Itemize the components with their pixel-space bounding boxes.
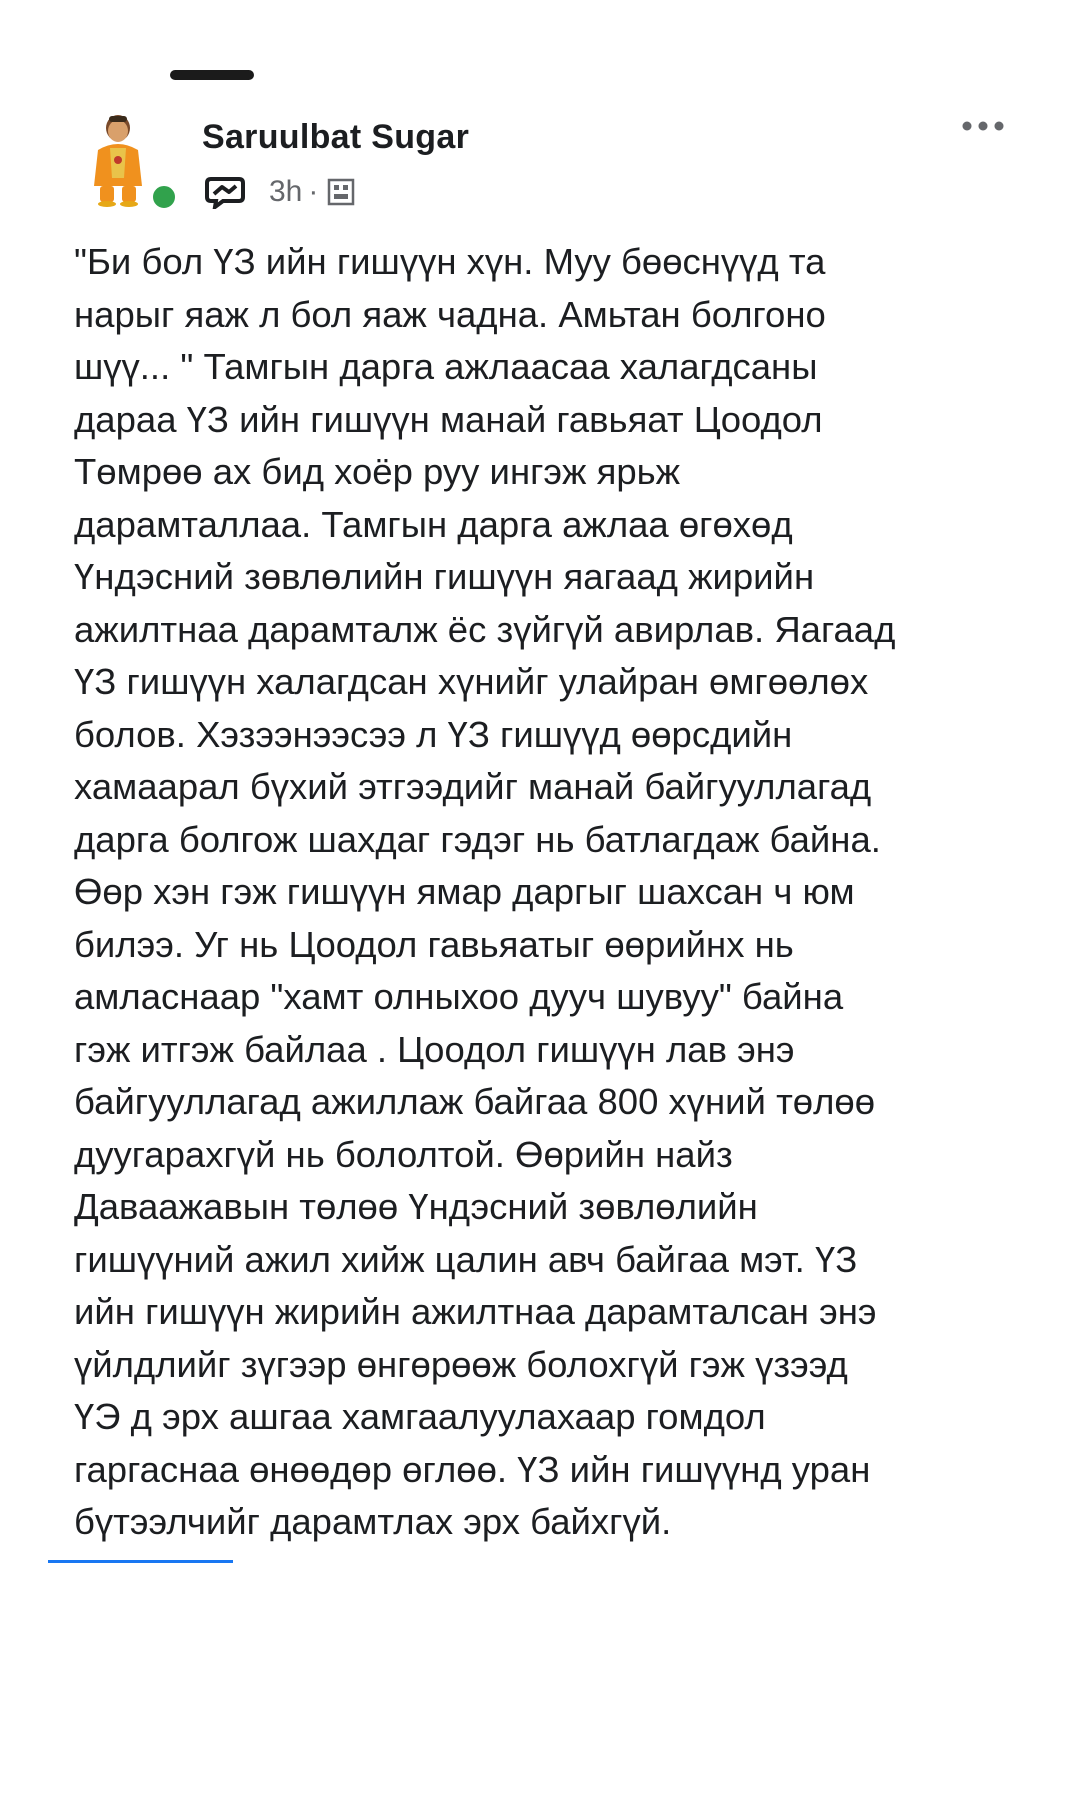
top-handle-bar	[170, 70, 254, 80]
post-body-text: "Би бол ҮЗ ийн гишүүн хүн. Муу бөөснүүд та нарыг яаж л бол яаж чадна. Амьтан болгоно шүү... " Тамгын дарга ажлаасаа халагдсаны дараа ҮЗ ийн гишүүн манай гавьяат Цоодол Төмрөө ах бид хоёр руу ингэж ярьж дарамталлаа. Тамгын дарга ажлаа өгөхөд Үндэсний зөвлөлийн гишүүн яагаад жирийн ажилтнаа дарамталж ёс зүйгүй авирлав. Яагаад ҮЗ гишүүн халагдсан хүнийг улайран өмгөөлөх болов. Хэзээнээсээ л ҮЗ гишүүд өөрсдийн хамаарал бүхий этгээдийг манай байгууллагад дарга болгож шахдаг гэдэг нь батлагдаж байна. Өөр хэн гэж гишүүн ямар даргыг шахсан ч юм билээ. Уг нь Цоодол гавьяатыг өөрийнх нь амласнаар "хамт олныхоо дууч шувуу" байна гэж итгэж байлаа . Цоодол гишүүн лав энэ байгууллагад ажиллаж байгаа 800 хүний төлөө дуугарахгүй нь бололтой. Өөрийн найз Даваажавын төлөө Үндэсний зөвлөлийн гишүүний ажил хийж цалин авч байгаа мэт. ҮЗ ийн гишүүн жирийн ажилтнаа дарамталсан энэ үйлдлийг зүгээр өнгөрөөж болохгүй гэж үзээд ҮЭ д эрх ашгаа хамгаалуулахаар гомдол гаргаснаа өнөөдөр өглөө. ҮЗ ийн гишүүнд уран бүтээлчийг дарамтлах эрх байхгүй.	[74, 241, 896, 1542]
author-name[interactable]: Saruulbat Sugar	[202, 118, 470, 156]
more-options-icon[interactable]	[960, 116, 1006, 136]
audience-icon[interactable]	[326, 177, 356, 207]
meta-separator: ·	[308, 175, 319, 208]
online-status-dot	[150, 183, 178, 211]
chat-bubble-icon	[205, 175, 247, 209]
post-time[interactable]: 3h	[269, 175, 303, 208]
post-meta	[205, 172, 356, 212]
text-underline-mark	[48, 1560, 233, 1563]
avatar[interactable]	[80, 108, 156, 208]
